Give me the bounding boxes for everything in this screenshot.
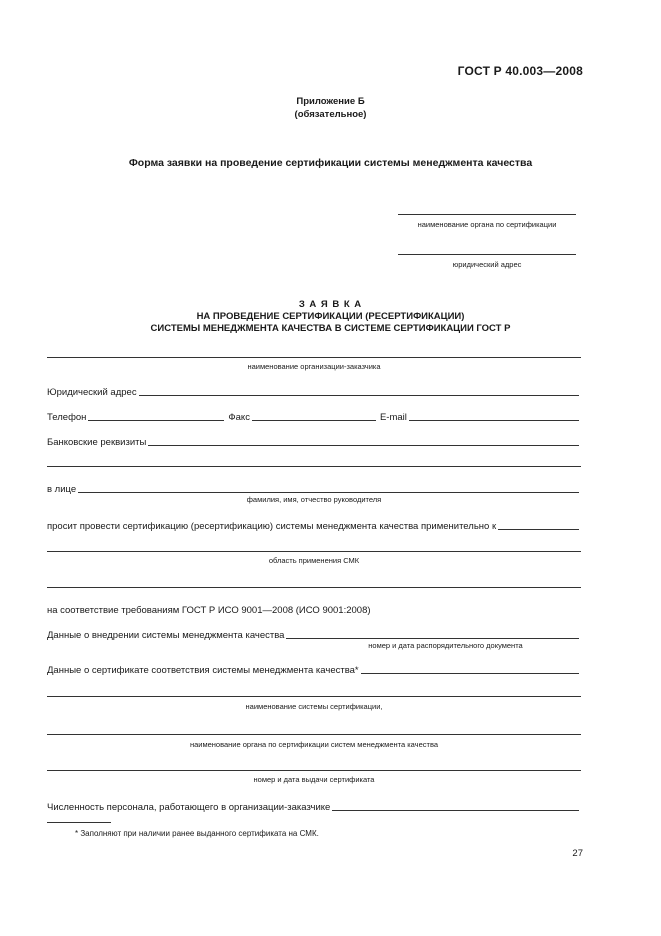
cert-issue-line[interactable]	[47, 770, 581, 771]
appendix-title: Приложение Б	[296, 96, 365, 107]
cert-system-caption: наименование системы сертификации,	[245, 702, 383, 711]
person-caption: фамилия, имя, отчество руководителя	[246, 495, 382, 504]
page-number: 27	[572, 848, 583, 859]
implementation-row	[47, 627, 581, 641]
addressee-address-caption: юридический адрес	[452, 260, 522, 269]
footnote-separator	[47, 822, 111, 823]
request-text: просит провести сертификацию (ресертификацию) системы менеджмента качества применительно к	[47, 521, 497, 532]
staff-label: Численность персонала, работающего в организации-заказчике	[47, 802, 331, 813]
scope-line[interactable]	[47, 551, 581, 552]
cert-system-line[interactable]	[47, 696, 581, 697]
addressee-body-line[interactable]	[398, 214, 576, 215]
certificate-field[interactable]	[361, 673, 579, 674]
standard-number: ГОСТ Р 40.003—2008	[457, 64, 583, 78]
certificate-row	[47, 662, 581, 676]
implementation-caption: номер и дата распорядительного документа	[368, 641, 523, 650]
bank-field[interactable]	[148, 445, 579, 446]
cert-body-caption: наименование органа по сертификации систем менеджмента качества	[189, 740, 439, 749]
addressee-body-caption: наименование органа по сертификации	[417, 220, 557, 229]
org-name-line[interactable]	[47, 357, 581, 358]
email-field[interactable]	[409, 420, 579, 421]
compliance-text: на соответствие требованиям ГОСТ Р ИСО 9001—2008 (ИСО 9001:2008)	[47, 605, 371, 616]
person-field[interactable]	[78, 492, 579, 493]
staff-row	[47, 799, 581, 813]
bank-field-line-2[interactable]	[47, 466, 581, 467]
person-label: в лице	[47, 484, 77, 495]
cert-issue-caption: номер и дата выдачи сертификата	[253, 775, 375, 784]
addressee-address-line[interactable]	[398, 254, 576, 255]
implementation-field[interactable]	[286, 638, 579, 639]
org-name-caption: наименование организации-заказчика	[247, 362, 381, 371]
legal-address-field[interactable]	[139, 395, 579, 396]
certificate-label: Данные о сертификате соответствия системы менеджмента качества*	[47, 665, 359, 676]
person-row	[47, 481, 581, 495]
staff-field[interactable]	[332, 810, 579, 811]
phone-field[interactable]	[88, 420, 224, 421]
request-field[interactable]	[498, 529, 579, 530]
cert-body-line[interactable]	[47, 734, 581, 735]
legal-address-label: Юридический адрес	[47, 387, 137, 398]
bank-label: Банковские реквизиты	[47, 437, 147, 448]
application-subheading-2: СИСТЕМЫ МЕНЕДЖМЕНТА КАЧЕСТВА В СИСТЕМЕ СЕРТИФИКАЦИИ ГОСТ Р	[150, 323, 511, 334]
legal-address-row	[47, 384, 581, 398]
application-subheading-1: НА ПРОВЕДЕНИЕ СЕРТИФИКАЦИИ (РЕСЕРТИФИКАЦИИ)	[196, 311, 465, 322]
fax-label: Факс	[228, 412, 250, 423]
contacts-row	[47, 409, 581, 423]
request-row	[47, 518, 581, 532]
bank-row	[47, 434, 581, 448]
application-heading: З А Я В К А	[298, 299, 363, 310]
scope-line-2[interactable]	[47, 587, 581, 588]
footnote: * Заполняют при наличии ранее выданного сертификата на СМК.	[75, 829, 319, 838]
implementation-label: Данные о внедрении системы менеджмента качества	[47, 630, 285, 641]
compliance-row	[47, 602, 581, 616]
scope-caption: область применения СМК	[268, 556, 360, 565]
phone-label: Телефон	[47, 412, 87, 423]
email-label: E-mail	[379, 412, 407, 423]
fax-field[interactable]	[252, 420, 376, 421]
form-title: Форма заявки на проведение сертификации системы менеджмента качества	[128, 157, 533, 169]
appendix-status: (обязательное)	[294, 109, 367, 120]
